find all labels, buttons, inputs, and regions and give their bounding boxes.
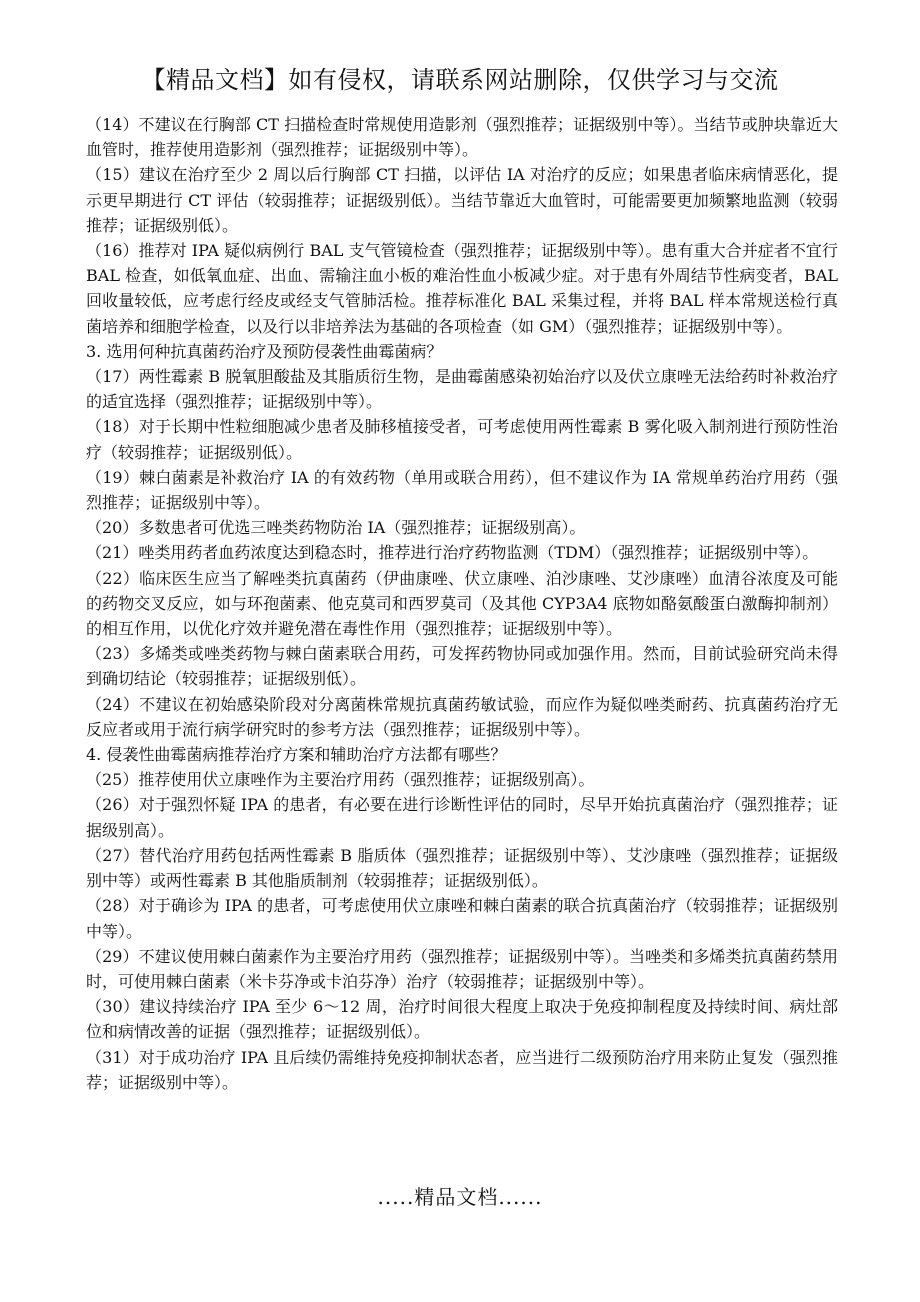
paragraph-31: （31）对于成功治疗 IPA 且后续仍需维持免疫抑制状态者，应当进行二级预防治疗用来防止复发（强烈推荐；证据级别中等）。	[86, 1047, 838, 1092]
paragraph-17: （17）两性霉素 B 脱氧胆酸盐及其脂质衍生物，是曲霉菌感染初始治疗以及伏立康唑无法给药时补救治疗的适宜选择（强烈推荐；证据级别中等）。	[86, 367, 838, 412]
paragraph-26: （26）对于强烈怀疑 IPA 的患者，有必要在进行诊断性评估的同时，尽早开始抗真菌治疗（强烈推荐；证据级别高）。	[86, 795, 838, 840]
paragraph-18: （18）对于长期中性粒细胞减少患者及肺移植接受者，可考虑使用两性霉素 B 雾化吸入制剂进行预防性治疗（较弱推荐；证据级别低）。	[86, 417, 838, 462]
paragraph-28: （28）对于确诊为 IPA 的患者，可考虑使用伏立康唑和棘白菌素的联合抗真菌治疗（较弱推荐；证据级别中等）。	[86, 896, 838, 941]
paragraph-22: （22）临床医生应当了解唑类抗真菌药（伊曲康唑、伏立康唑、泊沙康唑、艾沙康唑）血清谷浓度及可能的药物交叉反应，如与环孢菌素、他克莫司和西罗莫司（及其他 CYP3A4 底物如酪氨酸蛋白激酶抑制剂）的相互作用，以优化疗效并避免潜在毒性作用（强烈推荐；证据级别中等）。	[86, 568, 838, 639]
paragraph-14: （14）不建议在行胸部 CT 扫描检查时常规使用造影剂（强烈推荐；证据级别中等）。当结节或肿块靠近大血管时，推荐使用造影剂（强烈推荐；证据级别中等）。	[86, 115, 838, 160]
document-body	[86, 112, 838, 1095]
paragraph-20: （20）多数患者可优选三唑类药物防治 IA（强烈推荐；证据级别高）。	[86, 518, 586, 538]
page-header: 【精品文档】如有侵权，请联系网站删除，仅供学习与交流	[141, 66, 779, 94]
paragraph-29: （29）不建议使用棘白菌素作为主要治疗用药（强烈推荐；证据级别中等）。当唑类和多烯类抗真菌药禁用时，可使用棘白菌素（米卡芬净或卡泊芬净）治疗（较弱推荐；证据级别中等）。	[86, 946, 838, 991]
paragraph-19: （19）棘白菌素是补救治疗 IA 的有效药物（单用或联合用药），但不建议作为 IA 常规单药治疗用药（强烈推荐；证据级别中等）。	[86, 467, 838, 513]
paragraph-16: （16）推荐对 IPA 疑似病例行 BAL 支气管镜检查（强烈推荐；证据级别中等）。患有重大合并症者不宜行 BAL 检查，如低氧血症、出血、需输注血小板的难治性血小板减少症。对于患有外周结节性病变者，BAL 回收量较低，应考虑行经皮或经支气管肺活检。推荐标准化 BAL 采集过程，并将 BAL 样本常规送检行真菌培养和细胞学检查，以及行以非培养法为基础的各项检查（如 GM）（强烈推荐；证据级别中等）。	[86, 241, 838, 336]
section-heading-3: 3. 选用何种抗真菌药治疗及预防侵袭性曲霉菌病？	[86, 341, 443, 361]
section-heading-4: 4. 侵袭性曲霉菌病推荐治疗方案和辅助治疗方法都有哪些？	[86, 745, 507, 765]
page-footer: .....精品文档......	[377, 1185, 543, 1209]
paragraph-21: （21）唑类用药者血药浓度达到稳态时，推荐进行治疗药物监测（TDM）（强烈推荐；证据级别中等）。	[86, 543, 819, 563]
paragraph-27: （27）替代治疗用药包括两性霉素 B 脂质体（强烈推荐；证据级别中等）、艾沙康唑（强烈推荐；证据级别中等）或两性霉素 B 其他脂质制剂（较弱推荐；证据级别低）。	[86, 845, 838, 891]
paragraph-30: （30）建议持续治疗 IPA 至少 6～12 周，治疗时间很大程度上取决于免疫抑制程度及持续时间、病灶部位和病情改善的证据（强烈推荐；证据级别低）。	[86, 997, 838, 1042]
paragraph-25: （25）推荐使用伏立康唑作为主要治疗用药（强烈推荐；证据级别高）。	[86, 770, 595, 790]
paragraph-24: （24）不建议在初始感染阶段对分离菌株常规抗真菌药敏试验，而应作为疑似唑类耐药、抗真菌药治疗无反应者或用于流行病学研究时的参考方法（强烈推荐；证据级别中等）。	[86, 694, 838, 739]
paragraph-23: （23）多烯类或唑类药物与棘白菌素联合用药，可发挥药物协同或加强作用。然而，目前试验研究尚未得到确切结论（较弱推荐；证据级别低）。	[86, 644, 838, 689]
paragraph-15: （15）建议在治疗至少 2 周以后行胸部 CT 扫描，以评估 IA 对治疗的反应；如果患者临床病情恶化，提示更早期进行 CT 评估（较弱推荐；证据级别低）。当结节靠近大血管时，可能需要更加频繁地监测（较弱推荐；证据级别低）。	[86, 165, 838, 235]
